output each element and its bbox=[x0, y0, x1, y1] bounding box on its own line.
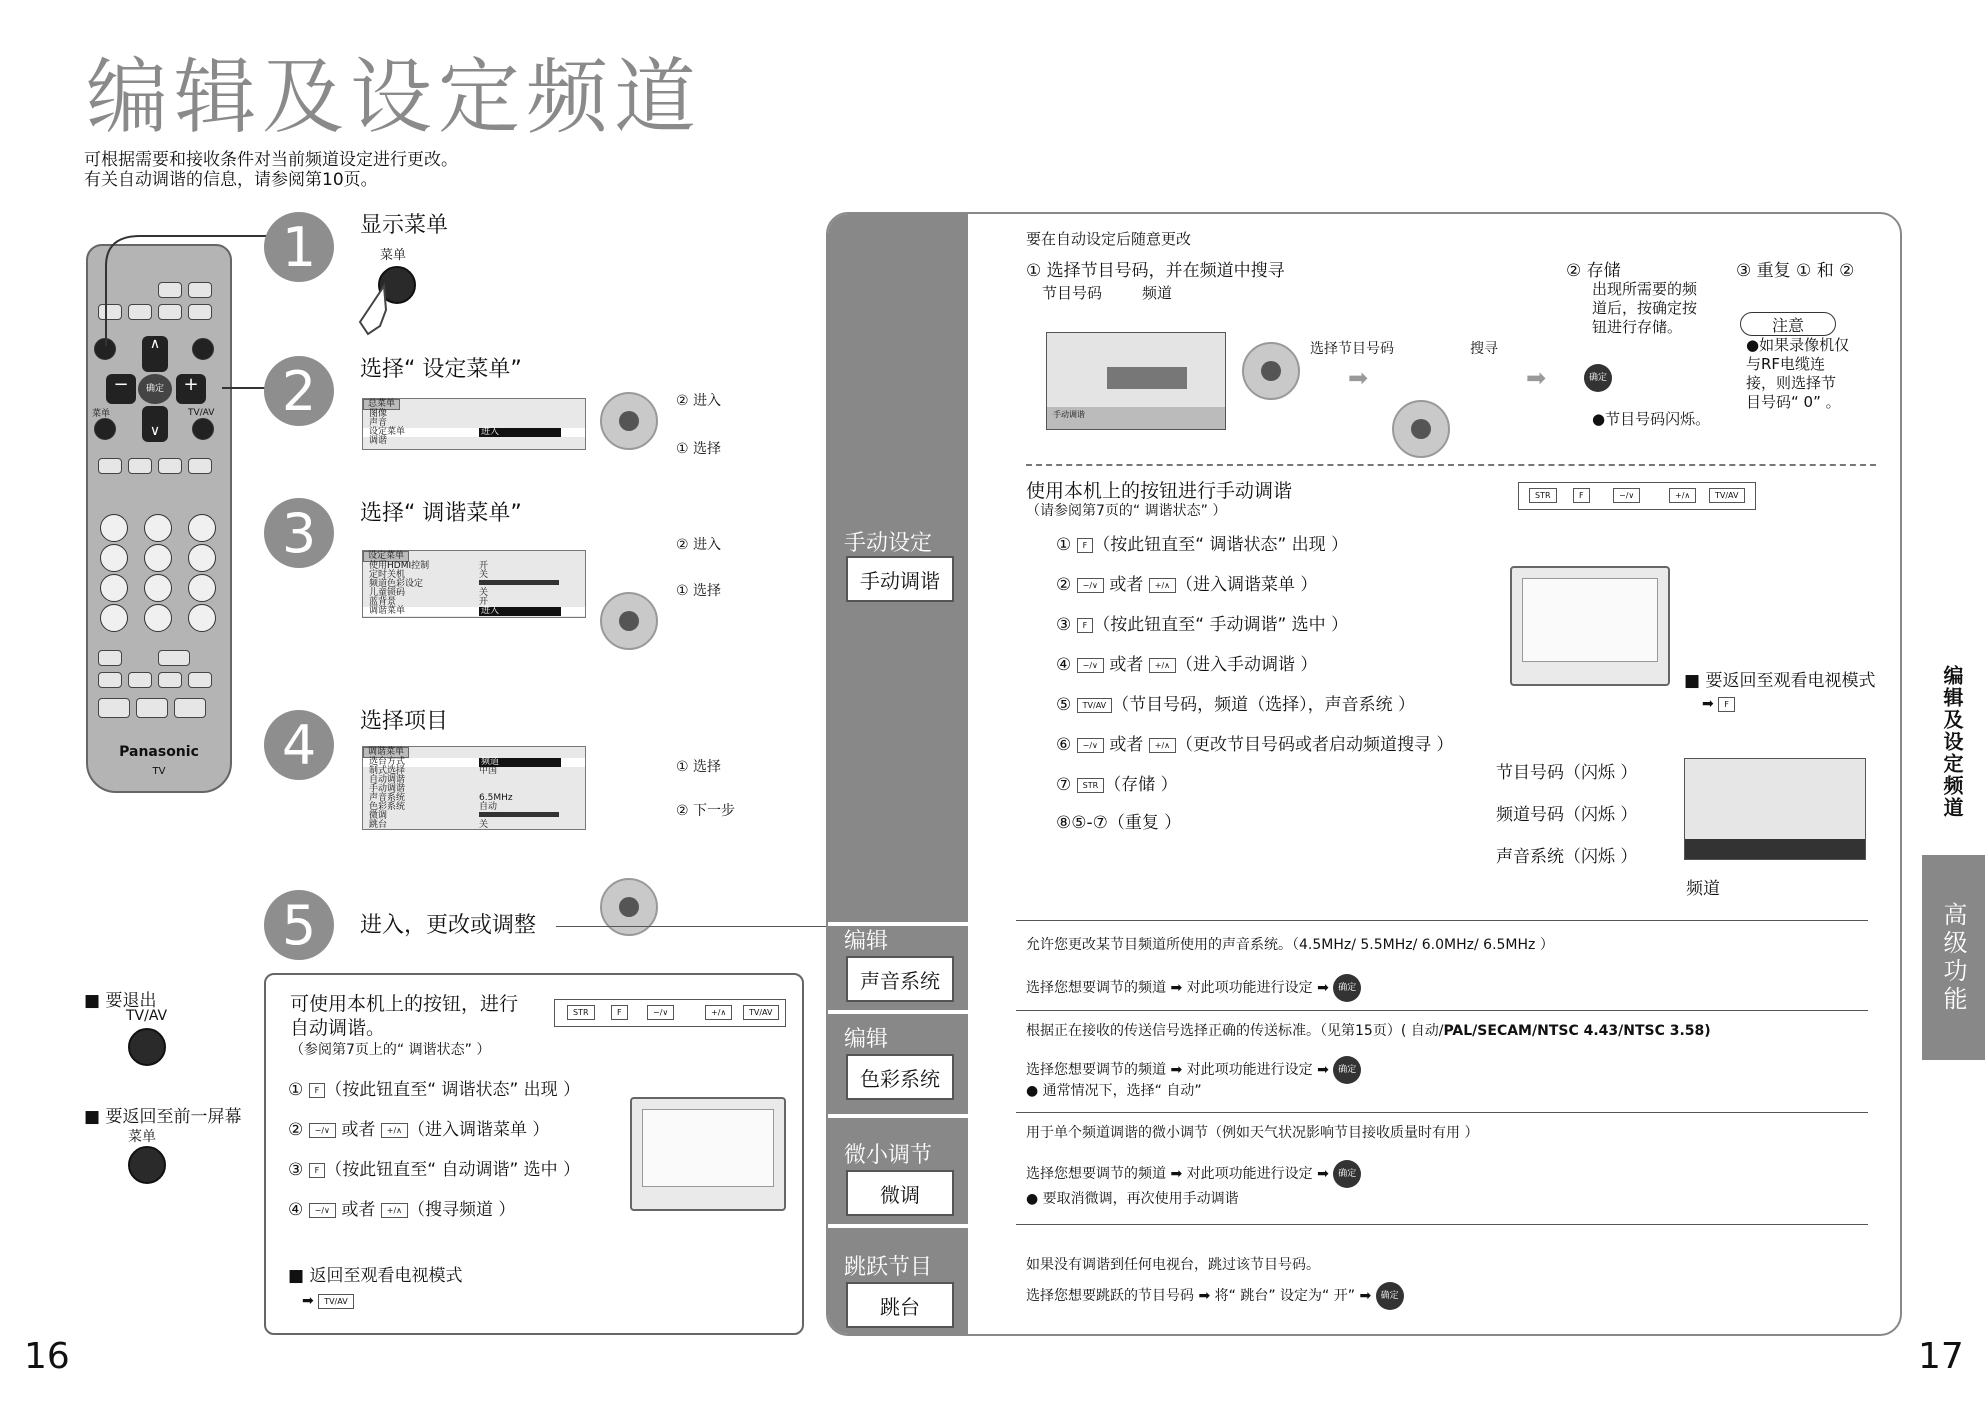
step-2-number: 2 bbox=[264, 356, 334, 426]
dpad-icon bbox=[1242, 342, 1300, 400]
ok-button[interactable]: 确定 bbox=[1376, 1282, 1404, 1310]
menu-back-button[interactable] bbox=[128, 1146, 166, 1184]
step-3-number: 3 bbox=[264, 498, 334, 568]
main-menu-screen: 总菜单 图像 声音 设定菜单 进入 调谐 bbox=[362, 398, 586, 450]
ok-button[interactable]: 确定 bbox=[1333, 974, 1361, 1002]
step-2-enter: ② 进入 bbox=[676, 393, 722, 409]
note-badge: 注意 bbox=[1740, 312, 1836, 336]
dpad-icon bbox=[600, 392, 658, 450]
manual-tuning-label: 手动调谐 bbox=[846, 556, 954, 602]
skip-label: 跳台 bbox=[846, 1282, 954, 1328]
auto-line-2: ② −/∨ 或者 +/∧ （进入调谐菜单 ） bbox=[288, 1120, 550, 1140]
step-4-select: ① 选择 bbox=[676, 759, 722, 775]
step-1-number: 1 bbox=[264, 212, 334, 282]
auto-line-4: ④ −/∨ 或者 +/∧ （搜寻频道 ） bbox=[288, 1200, 516, 1220]
auto-tuning-box: 可使用本机上的按钮，进行 自动调谐。 （参阅第7页上的“ 调谐状态” ） STR F −/∨ +/∧ TV/AV ① F （按此钮直至“ 调谐状态” 出现 ） ② −/∨ 或者 +/∧ （进入调谐菜单 ） ③ F （按此钮直至“ 自动调谐” 选中 ） ④ −/∨ 或者 +/∧ （搜寻频道 ） ■ 返回至观看电视模式 ➡ TV/AV bbox=[264, 973, 804, 1335]
back-key-label: 菜单 bbox=[128, 1129, 156, 1145]
remote-ok-label: 确定 bbox=[138, 374, 172, 404]
auto-return-label: ■ 返回至观看电视模式 bbox=[288, 1266, 463, 1286]
step-5-connector bbox=[556, 926, 826, 927]
ok-button[interactable]: 确定 bbox=[1333, 1160, 1361, 1188]
manual-tuning-screen: 手动调谐 bbox=[1046, 332, 1226, 430]
dpad-icon bbox=[1392, 400, 1450, 458]
color-system-label: 色彩系统 bbox=[846, 1054, 954, 1100]
page-number-right: 17 bbox=[1918, 1336, 1964, 1377]
step-1-title: 显示菜单 bbox=[360, 213, 449, 238]
tv-icon bbox=[630, 1097, 786, 1211]
remote-tvav-label: TV/AV bbox=[188, 408, 215, 418]
ok-button[interactable]: 确定 bbox=[1584, 364, 1612, 392]
back-label: ■ 要返回至前一屏幕 bbox=[84, 1107, 242, 1127]
panel-label-column: 手动设定 手动调谐 编辑 声音系统 编辑 色彩系统 微小调节 微调 跳跃节目 跳台 bbox=[828, 214, 968, 1334]
step-1-hint: 菜单 bbox=[380, 248, 407, 263]
remote-brand: Panasonic bbox=[119, 744, 199, 760]
dpad-icon bbox=[600, 592, 658, 650]
dpad-icon bbox=[600, 878, 658, 936]
tuning-status-screen bbox=[1684, 758, 1866, 860]
ok-button[interactable]: 确定 bbox=[1333, 1056, 1361, 1084]
side-heading: 编辑及设定频道 bbox=[1940, 665, 1964, 819]
step-5-number: 5 bbox=[264, 890, 334, 960]
panel-buttons: STR F −/∨ +/∧ TV/AV bbox=[1518, 482, 1756, 510]
step-4-next: ② 下一步 bbox=[676, 803, 736, 819]
step-3-enter: ② 进入 bbox=[676, 537, 722, 553]
tvav-button[interactable] bbox=[128, 1028, 166, 1066]
remote-dpad: ∧ ∨ − + 确定 bbox=[120, 336, 194, 442]
page-title: 编辑及设定频道 bbox=[86, 50, 703, 145]
panel-buttons: STR F −/∨ +/∧ TV/AV bbox=[554, 999, 786, 1027]
step-4-title: 选择项目 bbox=[360, 709, 449, 734]
auto-return-key: ➡ TV/AV bbox=[302, 1293, 354, 1309]
remote-model: TV bbox=[152, 766, 166, 777]
remote-menu-label: 菜单 bbox=[92, 409, 111, 419]
auto-line-3: ③ F （按此钮直至“ 自动调谐” 选中 ） bbox=[288, 1160, 581, 1180]
sound-system-label: 声音系统 bbox=[846, 956, 954, 1002]
tuning-menu-screen: 调谐菜单 选台方式 频道 制式选择 中国 自动调谐 手动调谐 声音系统 6.5MHz 色彩系统 自动 微调 跳台 关 bbox=[362, 746, 586, 830]
step-5-title: 进入，更改或调整 bbox=[360, 913, 537, 938]
exit-label: ■ 要退出 bbox=[84, 991, 157, 1011]
tv-icon bbox=[1510, 566, 1670, 686]
setup-menu-screen: 设定菜单 使用HDMI控制 开 定时关机 关 频道色彩设定 儿童锁码 关 蓝背景 开 调谐菜单 进入 bbox=[362, 550, 586, 618]
fine-tune-label: 微调 bbox=[846, 1170, 954, 1216]
step-3-title: 选择“ 调谐菜单” bbox=[360, 501, 522, 526]
side-tab: 高级功能 bbox=[1922, 855, 1985, 1060]
settings-panel: 手动设定 手动调谐 编辑 声音系统 编辑 色彩系统 微小调节 微调 跳跃节目 跳台 要在自动设定后随意更改 ① 选择节目号码，并在频道中搜寻 节目号码 频道 手动调谐 选择节目号码 搜寻 ➡ ➡ 确定 ② 存储 出现所需要的频 道后，按确定按 钮进行存储。 ●节目号码闪烁。 ③ 重复 ① 和 ② 注意 ●如果录像机仅 与RF电缆连 接，则选择节 目号码“ 0” 。 使用本机上的按钮进行手动调谐 （请参阅第7页的“ 调谐状态” ） ① F （按此钮直至“ 调谐状态” 出现 ） ② −/∨ 或者 +/∧ （进入调谐菜单 ） ③ F （按此钮直至“ 手动调谐” 选中 ） ④ −/∨ 或者 +/∧ （进入手动调谐 ） ⑤ TV/AV （节目号码，频道（选择），声音系统 ） ⑥ −/∨ 或者 +/∧ （更改节目号码或者启动频道搜寻 ） ⑦ STR （存储 ） ⑧⑤-⑦（重复 ） STR F −/∨ +/∧ TV/AV ■ 要返回至观看电视模式 ➡ F 节目号码（闪烁 ） 频道号码（闪烁 ） 声音系统（闪烁 ） 频道 允许您更改某节目频道所使用的声音系统。（4.5MHz/ 5.5MHz/ 6.0MHz/ 6.5MHz ） 选择您想要调节的频道 ➡ 对此项功能进行设定 ➡ 确定 根据正在接收的传送信号选择正确的传送标准。（见第15页）( 自动/PAL/SECAM/NTSC 4.43/NTSC 3.58) 选择您想要调节的频道 ➡ 对此项功能进行设定 ➡ 确定 ● 通常情况下，选择“ 自动” 用于单个频道调谐的微小调节（例如天气状况影响节目接收质量时有用 ） 选择您想要调节的频道 ➡ 对此项功能进行设定 ➡ 确定 ● 要取消微调，再次使用手动调谐 如果没有调谐到任何电视台，跳过该节目号码。 选择您想要跳跃的节目号码 ➡ 将“ 跳台” 设定为“ 开” ➡ 确定 bbox=[826, 212, 1902, 1336]
step-2-title: 选择“ 设定菜单” bbox=[360, 357, 522, 382]
intro-text: 可根据需要和接收条件对当前频道设定进行更改。 有关自动调谐的信息，请参阅第10页。 bbox=[84, 150, 458, 190]
pointing-hand-icon bbox=[354, 282, 394, 338]
page-number-left: 16 bbox=[24, 1336, 70, 1377]
step-3-select: ① 选择 bbox=[676, 583, 722, 599]
auto-line-1: ① F （按此钮直至“ 调谐状态” 出现 ） bbox=[288, 1080, 581, 1100]
step-2-select: ① 选择 bbox=[676, 441, 722, 457]
step-4-number: 4 bbox=[264, 710, 334, 780]
exit-key-label: TV/AV bbox=[126, 1008, 168, 1024]
